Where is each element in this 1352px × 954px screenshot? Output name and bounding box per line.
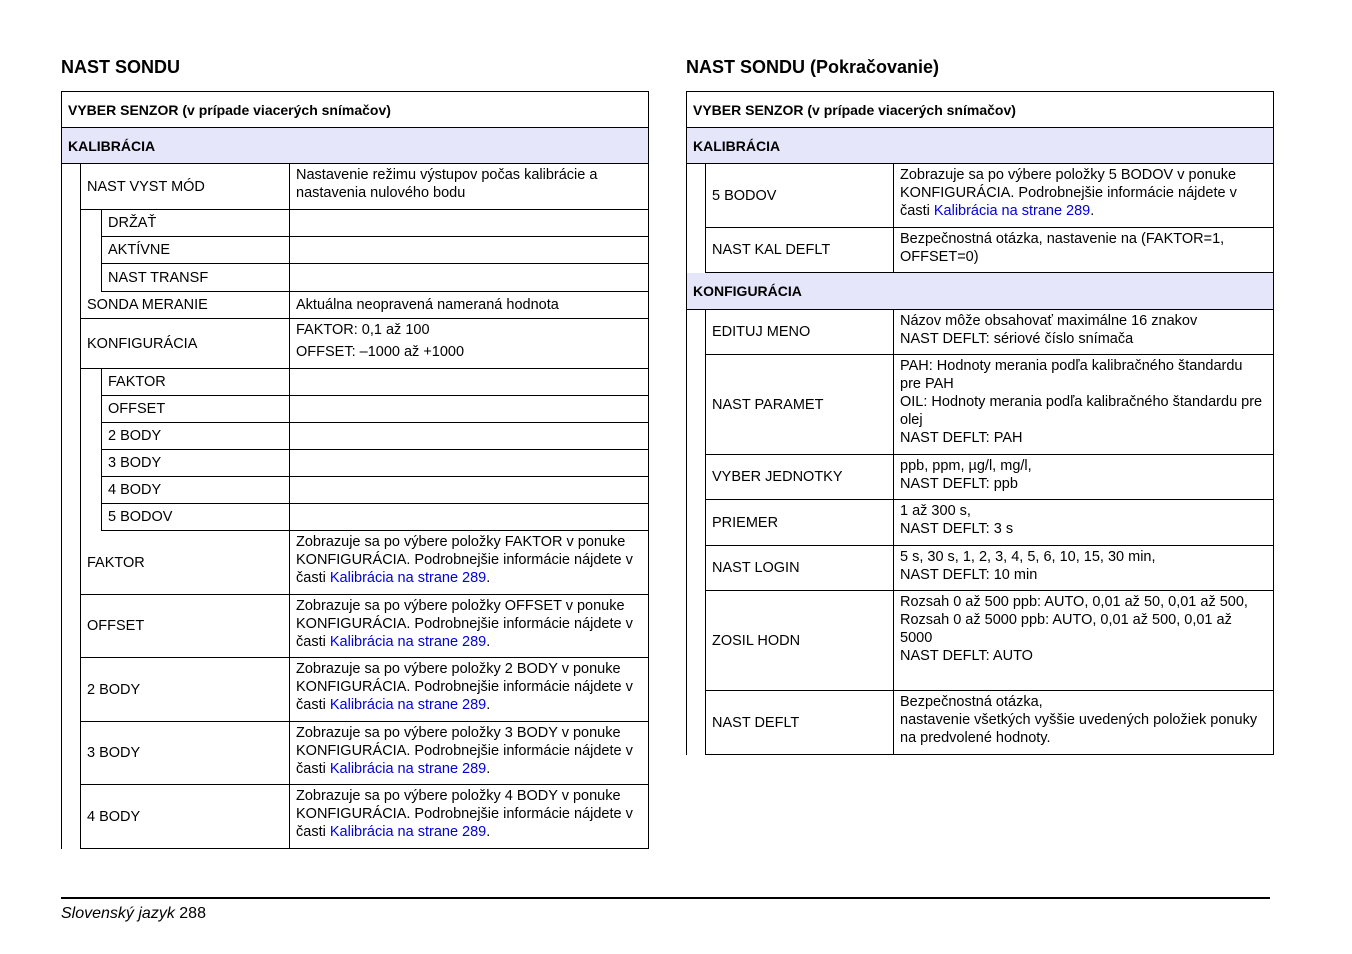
left-header: VYBER SENZOR (v prípade viacerých snímačov) xyxy=(62,92,649,128)
faktor-link[interactable]: Kalibrácia na strane 289 xyxy=(329,570,487,586)
right-section-konfiguracia: KONFIGURÁCIA xyxy=(687,273,1274,310)
row-nast-login-desc: 5 s, 30 s, 1, 2, 3, 4, 5, 6, 10, 15, 30 min, NAST DEFLT: 10 min xyxy=(894,546,1274,591)
footer-rule xyxy=(61,897,1270,899)
row-sonda-meranie: SONDA MERANIE xyxy=(81,292,290,319)
row-2body-desc: Zobrazuje sa po výbere položky 2 BODY v ponuke KONFIGURÁCIA. Podrobnejšie informácie nájdete v časti Kalibrácia na strane 289. xyxy=(290,658,649,722)
row-drzat-desc xyxy=(290,210,649,237)
footer-language: Slovenský jazyk xyxy=(61,905,175,922)
row-nast-login: NAST LOGIN xyxy=(706,546,894,591)
konfiguracia-offset-range: OFFSET: –1000 až +1000 xyxy=(296,344,465,360)
left-section-kalibracia: KALIBRÁCIA xyxy=(62,128,649,164)
row-edituj-meno-desc: Názov môže obsahovať maximálne 16 znakov NAST DEFLT: sériové číslo snímača xyxy=(894,310,1274,355)
left-indent xyxy=(62,164,81,849)
row-sub-4body-desc xyxy=(290,477,649,504)
row-sub-5bodov-desc xyxy=(290,504,649,531)
footer xyxy=(61,905,206,923)
row-konfiguracia: KONFIGURÁCIA xyxy=(81,319,290,369)
body2-link[interactable]: Kalibrácia na strane 289 xyxy=(329,697,487,713)
row-2body: 2 BODY xyxy=(81,658,290,722)
bodov5-link[interactable]: Kalibrácia na strane 289 xyxy=(933,203,1091,219)
row-4body-desc: Zobrazuje sa po výbere položky 4 BODY v ponuke KONFIGURÁCIA. Podrobnejšie informácie nájdete v časti Kalibrácia na strane 289. xyxy=(290,785,649,849)
row-konfiguracia-desc xyxy=(290,319,649,369)
row-aktivne: AKTÍVNE xyxy=(102,237,290,264)
row-priemer-desc: 1 až 300 s, NAST DEFLT: 3 s xyxy=(894,500,1274,546)
row-nast-kal-deflt: NAST KAL DEFLT xyxy=(706,228,894,273)
row-drzat: DRŽAŤ xyxy=(102,210,290,237)
row-nast-transf: NAST TRANSF xyxy=(102,264,290,292)
row-zosil-hodn-desc: Rozsah 0 až 500 ppb: AUTO, 0,01 až 50, 0,01 až 500, Rozsah 0 až 5000 ppb: AUTO, 0,01 až 500, 0,01 až 5000 NAST DEFLT: AUTO xyxy=(894,591,1274,691)
body3-link[interactable]: Kalibrácia na strane 289 xyxy=(329,761,487,777)
row-offset-desc: Zobrazuje sa po výbere položky OFFSET v ponuke KONFIGURÁCIA. Podrobnejšie informácie nájdete v časti Kalibrácia na strane 289. xyxy=(290,595,649,658)
sub-indent-2 xyxy=(81,369,102,531)
row-sub-3body-desc xyxy=(290,450,649,477)
right-indent-2 xyxy=(687,310,706,755)
body4-link[interactable]: Kalibrácia na strane 289 xyxy=(329,824,487,840)
offset-link[interactable]: Kalibrácia na strane 289 xyxy=(329,634,487,650)
row-nast-deflt: NAST DEFLT xyxy=(706,691,894,755)
row-nast-deflt-desc: Bezpečnostná otázka, nastavenie všetkých vyššie uvedených položiek ponuky na predvolené hodnoty. xyxy=(894,691,1274,755)
left-title: NAST SONDU xyxy=(61,57,181,77)
row-aktivne-desc xyxy=(290,237,649,264)
row-nast-kal-deflt-desc: Bezpečnostná otázka, nastavenie na (FAKTOR=1, OFFSET=0) xyxy=(894,228,1274,273)
row-5bodov-desc: Zobrazuje sa po výbere položky 5 BODOV v ponuke KONFIGURÁCIA. Podrobnejšie informácie nájdete v časti Kalibrácia na strane 289. xyxy=(894,164,1274,228)
row-sub-faktor-desc xyxy=(290,369,649,396)
row-sub-2body-desc xyxy=(290,423,649,450)
row-sub-2body: 2 BODY xyxy=(102,423,290,450)
row-nast-transf-desc xyxy=(290,264,649,292)
row-offset: OFFSET xyxy=(81,595,290,658)
sub-indent-1 xyxy=(81,210,102,292)
row-nast-vyst-mod-desc: Nastavenie režimu výstupov počas kalibrácie a nastavenia nulového bodu xyxy=(290,164,649,210)
row-edituj-meno: EDITUJ MENO xyxy=(706,310,894,355)
row-nast-paramet: NAST PARAMET xyxy=(706,355,894,455)
row-vyber-jednotky-desc: ppb, ppm, µg/l, mg/l, NAST DEFLT: ppb xyxy=(894,455,1274,500)
konfiguracia-faktor-range: FAKTOR: 0,1 až 100 xyxy=(296,322,430,338)
row-zosil-hodn: ZOSIL HODN xyxy=(706,591,894,691)
row-sonda-meranie-desc: Aktuálna neopravená nameraná hodnota xyxy=(290,292,649,319)
right-section-kalibracia: KALIBRÁCIA xyxy=(687,128,1274,164)
row-sub-offset: OFFSET xyxy=(102,396,290,423)
row-priemer: PRIEMER xyxy=(706,500,894,546)
row-vyber-jednotky: VYBER JEDNOTKY xyxy=(706,455,894,500)
right-table xyxy=(686,91,1274,755)
row-nast-paramet-desc: PAH: Hodnoty merania podľa kalibračného štandardu pre PAH OIL: Hodnoty merania podľa kalibračného štandardu pre olej NAST DEFLT: PAH xyxy=(894,355,1274,455)
row-nast-vyst-mod: NAST VYST MÓD xyxy=(81,164,290,210)
row-sub-4body: 4 BODY xyxy=(102,477,290,504)
row-sub-offset-desc xyxy=(290,396,649,423)
row-sub-3body: 3 BODY xyxy=(102,450,290,477)
row-5bodov: 5 BODOV xyxy=(706,164,894,228)
row-4body: 4 BODY xyxy=(81,785,290,849)
row-faktor-desc: Zobrazuje sa po výbere položky FAKTOR v ponuke KONFIGURÁCIA. Podrobnejšie informácie nájdete v časti Kalibrácia na strane 289. xyxy=(290,531,649,595)
footer-page-number: 288 xyxy=(179,905,206,922)
right-title: NAST SONDU (Pokračovanie) xyxy=(686,57,940,77)
row-faktor: FAKTOR xyxy=(81,531,290,595)
right-indent-1 xyxy=(687,164,706,273)
row-sub-5bodov: 5 BODOV xyxy=(102,504,290,531)
row-sub-faktor: FAKTOR xyxy=(102,369,290,396)
row-3body: 3 BODY xyxy=(81,722,290,785)
right-header: VYBER SENZOR (v prípade viacerých snímačov) xyxy=(687,92,1274,128)
left-table xyxy=(61,91,649,849)
row-3body-desc: Zobrazuje sa po výbere položky 3 BODY v ponuke KONFIGURÁCIA. Podrobnejšie informácie nájdete v časti Kalibrácia na strane 289. xyxy=(290,722,649,785)
